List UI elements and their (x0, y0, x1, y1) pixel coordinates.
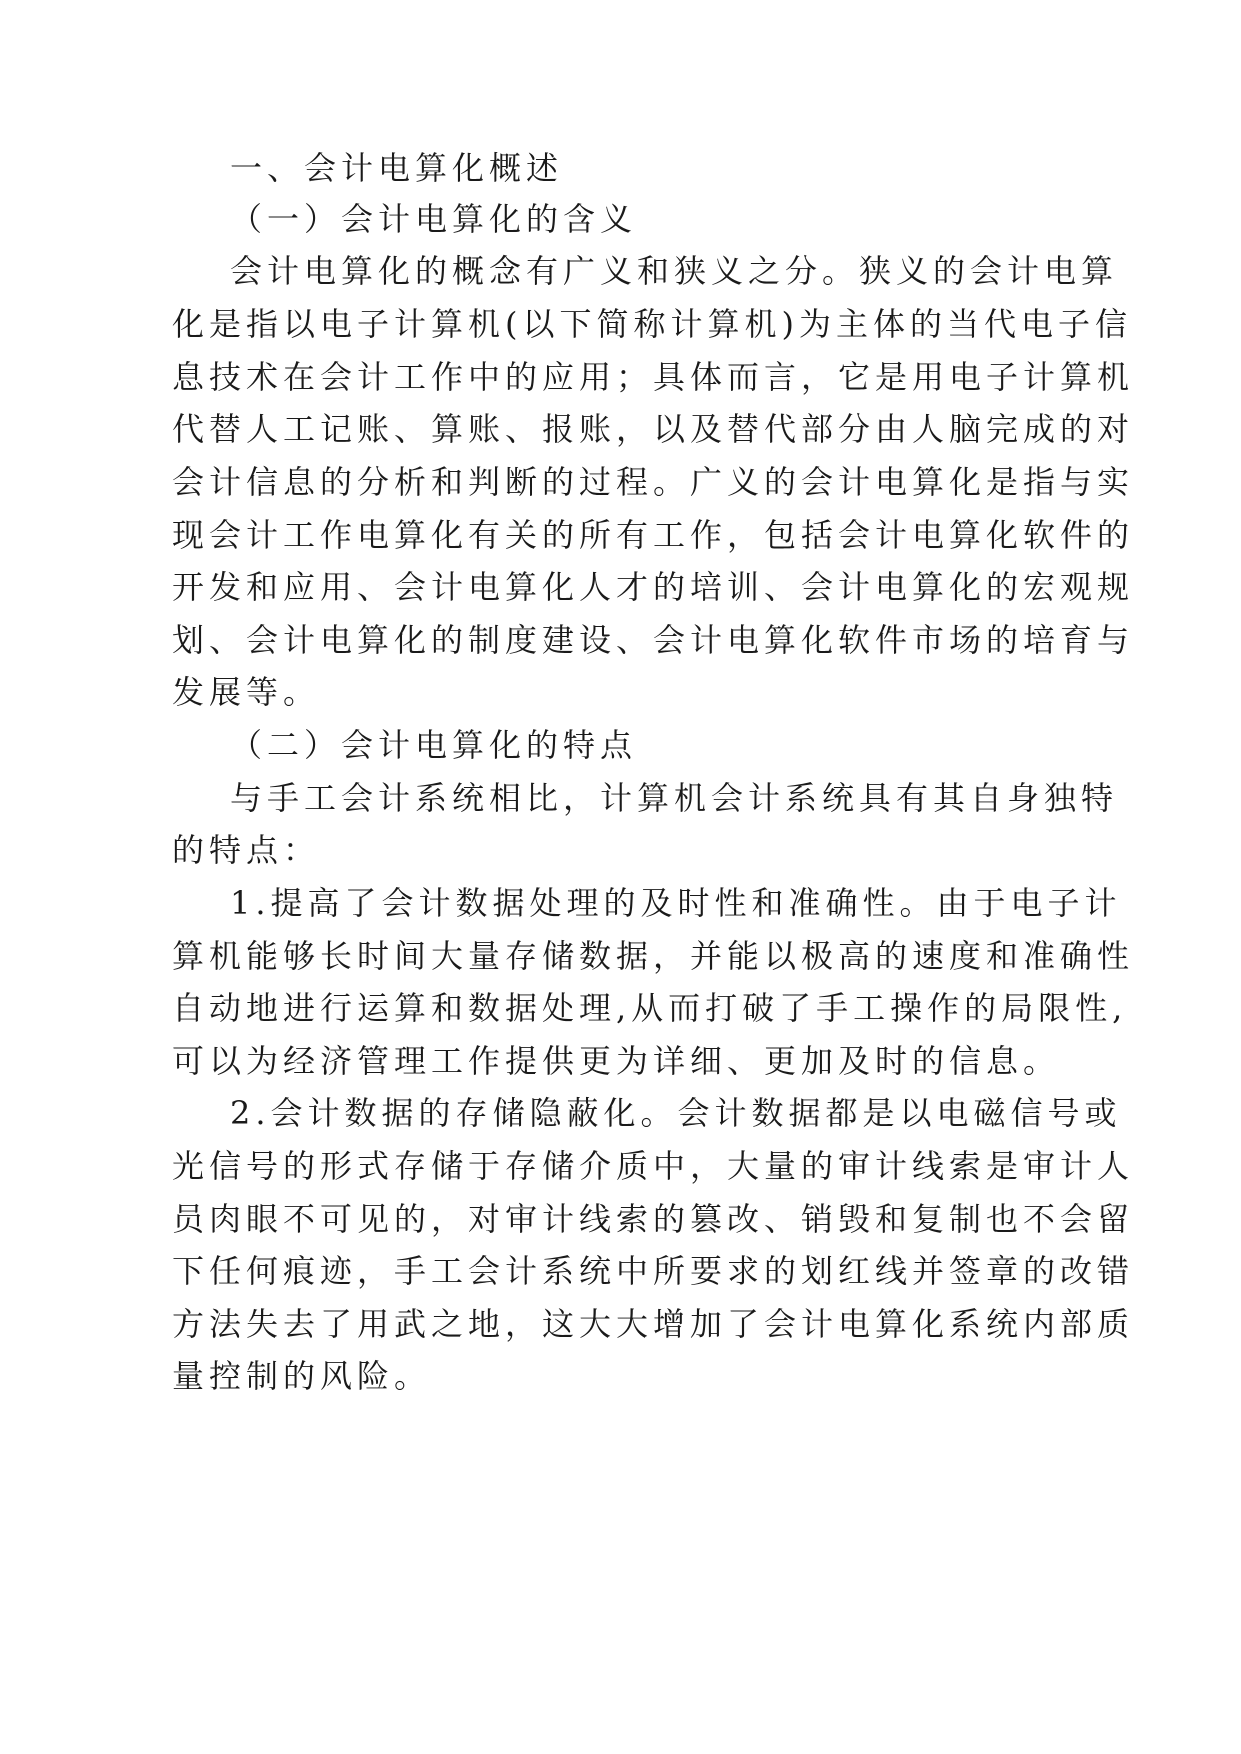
paragraph-line: 自动地进行运算和数据处理,从而打破了手工操作的局限性, (172, 989, 1128, 1027)
paragraph-line: 1.提高了会计数据处理的及时性和准确性。由于电子计 (230, 884, 1122, 922)
paragraph-line: 的特点： (172, 831, 321, 869)
section-title-1: （一）会计电算化的含义 (230, 200, 638, 238)
paragraph-line: 现会计工作电算化有关的所有工作，包括会计电算化软件的 (172, 516, 1135, 554)
paragraph-line: 2.会计数据的存储隐蔽化。会计数据都是以电磁信号或 (230, 1094, 1122, 1132)
paragraph-line: 量控制的风险。 (172, 1357, 432, 1395)
paragraph-line: 与手工会计系统相比，计算机会计系统具有其自身独特 (230, 779, 1119, 817)
paragraph-line: 员肉眼不可见的，对审计线索的篡改、销毁和复制也不会留 (172, 1200, 1135, 1238)
paragraph-line: 息技术在会计工作中的应用；具体而言，它是用电子计算机 (172, 358, 1135, 396)
paragraph-line: 下任何痕迹，手工会计系统中所要求的划红线并签章的改错 (172, 1252, 1135, 1290)
paragraph-line: 光信号的形式存储于存储介质中，大量的审计线索是审计人 (172, 1147, 1135, 1185)
paragraph-line: 会计电算化的概念有广义和狭义之分。狭义的会计电算 (230, 252, 1119, 290)
document-heading: 一、会计电算化概述 (230, 149, 564, 187)
paragraph-line: 开发和应用、会计电算化人才的培训、会计电算化的宏观规 (172, 568, 1135, 606)
paragraph-line: 会计信息的分析和判断的过程。广义的会计电算化是指与实 (172, 463, 1135, 501)
paragraph-line: 方法失去了用武之地，这大大增加了会计电算化系统内部质 (172, 1305, 1135, 1343)
paragraph-line: 划、会计电算化的制度建设、会计电算化软件市场的培育与 (172, 621, 1135, 659)
section-title-2: （二）会计电算化的特点 (230, 726, 638, 764)
paragraph-line: 算机能够长时间大量存储数据，并能以极高的速度和准确性 (172, 937, 1135, 975)
paragraph-line: 发展等。 (172, 673, 321, 711)
paragraph-line: 可以为经济管理工作提供更为详细、更加及时的信息。 (172, 1042, 1061, 1080)
paragraph-line: 代替人工记账、算账、报账，以及替代部分由人脑完成的对 (172, 410, 1135, 448)
paragraph-line: 化是指以电子计算机(以下简称计算机)为主体的当代电子信 (172, 305, 1132, 343)
